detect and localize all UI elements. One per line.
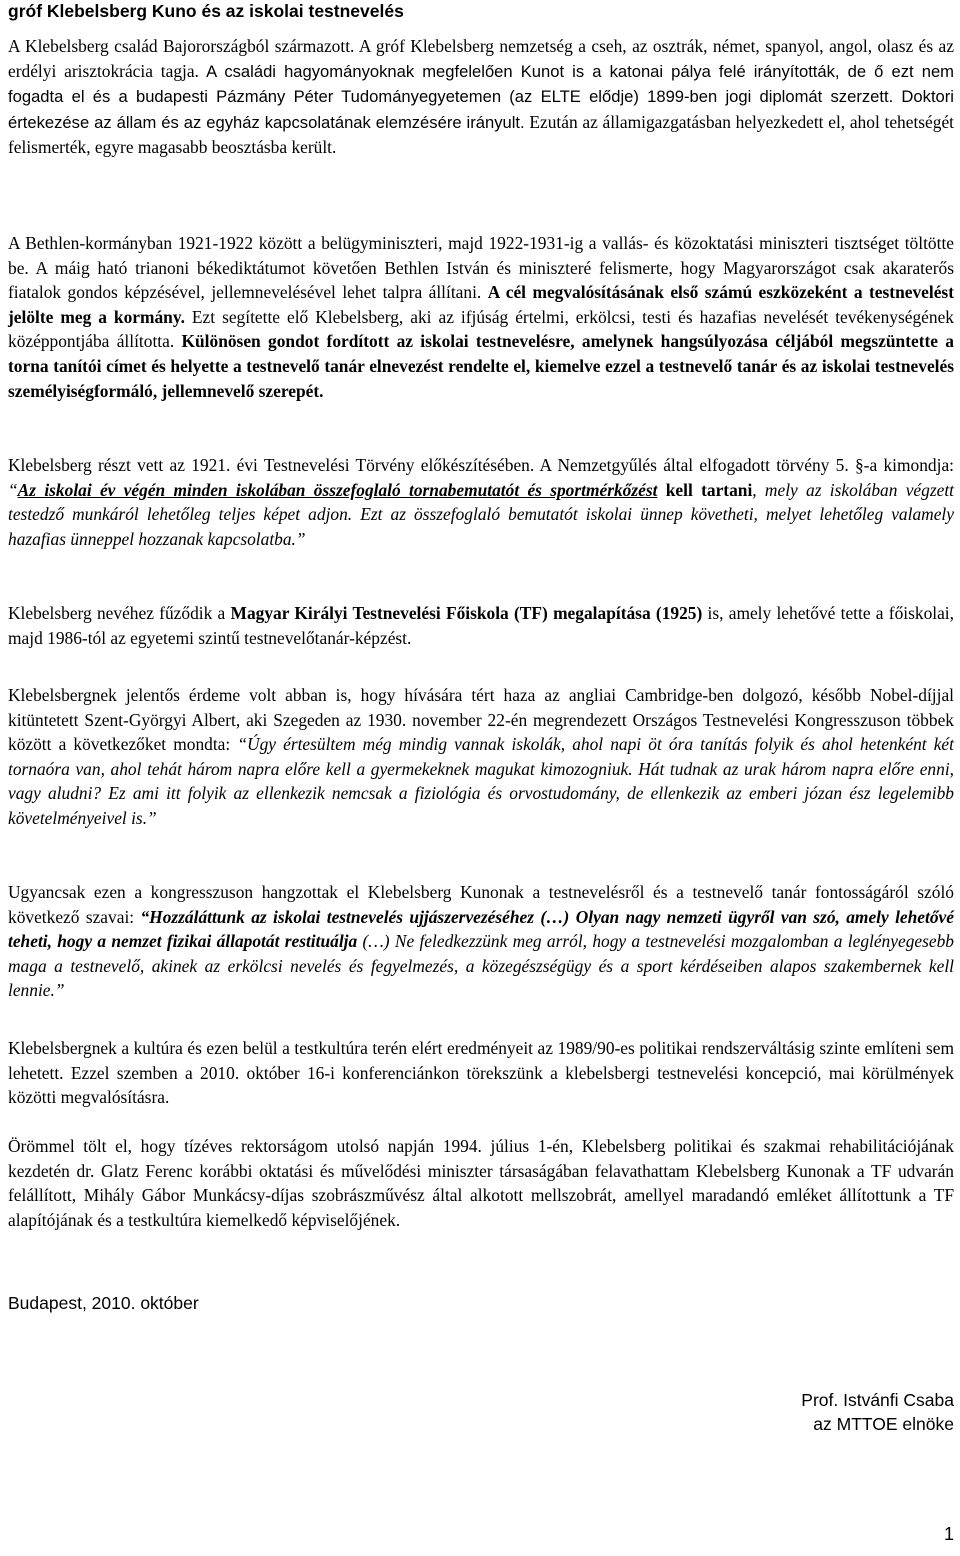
paragraph-origins-sentence-1: A Klebelsberg család Bajorországból származott. A gróf Klebelsberg nemzetség a cseh, az osztrák, német, spanyol, angol, olasz és az erdélyi arisztokrácia tagja.: [8, 36, 954, 81]
paragraph-bethlen-government: [8, 231, 954, 403]
paragraph-bethlen-bold-1: A cél megvalósításának első számú eszközeként a testnevelést jelölte meg a kormány.: [8, 282, 954, 327]
paragraph-congress-quote-bold: “Hozzáláttunk az iskolai testnevelés ujjászervezéséhez (…) Olyan nagy nemzeti ügyről van szó, amely lehetővé teheti, hogy a nemzet fizikai állapotát restituálja: [8, 906, 954, 952]
paragraph-congress-text: Ugyancsak ezen a kongresszuson hangzottak el Klebelsberg Kunonak a testnevelésről és a testnevelő tanár fontosságáról szóló következő szavai:: [8, 882, 954, 927]
signature-name: Prof. Istvánfi Csaba: [801, 1390, 954, 1410]
paragraph-congress: [8, 880, 954, 1003]
paragraph-law-quote-bold: Az iskolai év végén minden iskolában összefoglaló tornabemutatót és sportmérkőzést: [17, 479, 658, 500]
page-number: 1: [943, 1524, 954, 1544]
paragraph-szent-gyorgyi-text: Klebelsbergnek jelentős érdeme volt abban is, hogy hívására tért haza az angliai Cambridge-ben dolgozó, később Nobel-díjjal kitüntetett Szent-Györgyi Albert, aki Szegeden az 1930. november 22-én megrendezett Országos Testnevelési Kongresszuson többek között a következőket mondta:: [8, 685, 954, 755]
signature-block: [801, 1388, 954, 1436]
paragraph-origins-sentence-3: Ezután az államigazgatásban helyezkedett el, ahol tehetségét felismerték, egyre magasabb beosztásba került.: [8, 111, 955, 158]
paragraph-law-text: Klebelsberg részt vett az 1921. évi Testnevelési Törvény előkészítésében. A Nemzetgyűlés által elfogadott törvény 5. §-a kimondja:: [8, 455, 954, 475]
paragraph-law-quote-open: “: [8, 479, 18, 500]
paragraph-regime-change: Klebelsbergnek a kultúra és ezen belül a testkultúra terén elért eredményeit az 1989/90-es politikai rendszerváltásig szinte említeni sem lehetett. Ezzel szemben a 2010. október 16-i konferenciánkon törekszünk a klebelsbergi testnevelési koncepció, mai körülmények közötti megvalósításra.: [8, 1038, 954, 1108]
paragraph-law-quote-rest: , mely az iskolában végzett testedző munkáról lehetőleg teljes képet adjon. Ezt az összefoglaló bemutatót iskolai ünnep követheti, melyet lehetőleg valamely hazafias ünneppel hozzanak kapcsolatba.”: [8, 479, 954, 549]
paragraph-tf-text-1: Klebelsberg nevéhez fűződik a: [8, 603, 231, 623]
paragraph-bethlen-text-2: Ezt segítette elő Klebelsberg, aki az ifjúság értelmi, erkölcsi, testi és hazafias nevelését tevékenységének középpontjába állította.: [8, 306, 954, 352]
paragraph-origins-sentence-2: A családi hagyományoknak megfelelően Kunot is a katonai pálya felé irányították, de ő ezt nem fogadta el és a budapesti Pázmány Péter Tudományegyetemen (az ELTE elődje) 1899-ben jogi diplomát szerzett. Doktori értekezése az állam és az egyház kapcsolatának elemzésére irányult.: [8, 61, 955, 132]
paragraph-szent-gyorgyi: [8, 683, 954, 831]
paragraph-tf-bold: Magyar Királyi Testnevelési Főiskola (TF) megalapítása (1925): [230, 603, 703, 623]
signature-role: az MTTOE elnöke: [813, 1414, 954, 1434]
paragraph-tf-text-2: is, amely lehetővé tette a főiskolai, majd 1986-tól az egyetemi szintű testnevelőtanár-képzést.: [8, 603, 954, 648]
paragraph-1921-law: [8, 453, 954, 551]
paragraph-origins: [8, 34, 954, 160]
paragraph-congress-quote-rest: (…) Ne feledkezzünk meg arról, hogy a testnevelési mozgalomban a leglényegesebb maga a testnevelő, akinek az erkölcsi nevelés és fegyelmezés, a közegészségügy és a sport kérdéseiben alapos szakembernek kell lennie.”: [8, 931, 954, 1001]
paragraph-law-bold: kell tartani: [657, 479, 753, 500]
document-title: gróf Klebelsberg Kuno és az iskolai testnevelés: [8, 1, 404, 21]
paragraph-szent-gyorgyi-quote: “Úgy értesültem még mindig vannak iskolák, ahol napi öt óra tanítás folyik és ahol hetenként két tornaóra van, ahol tehát három napra előre kell a gyermekeknek magukat kimozogniuk. Hát tudnak az urak három napra előre enni, vagy aludni? Ez ami itt folyik az ellenkezik nemcsak a fiziológia és orvostudomány, de ellenkezik az emberi józan ész legelemibb követelményeivel is.”: [8, 734, 954, 828]
closing-date: Budapest, 2010. október: [8, 1293, 199, 1313]
paragraph-rehabilitation: Örömmel tölt el, hogy tízéves rektorságom utolsó napján 1994. július 1-én, Klebelsberg politikai és szakmai rehabilitációjának kezdetén dr. Glatz Ferenc korábbi oktatási és művelődési miniszter társaságában felavathattam Klebelsberg Kunonak a TF udvarán felállított, Mihály Gábor Munkácsy-díjas szobrászművész által alkotott mellszobrát, amellyel maradandó emléket állítottunk a TF alapítójának és a testkultúra kiemelkedő képviselőjének.: [8, 1136, 954, 1230]
paragraph-bethlen-bold-2: Különösen gondot fordított az iskolai testnevelésre, amelynek hangsúlyozása céljából megszüntette a torna tanítói címet és helyette a testnevelő tanár elnevezést rendelte el, kiemelve ezzel a testnevelő tanár és az iskolai testnevelés személyiségformáló, jellemnevelő szerepét.: [8, 331, 954, 401]
paragraph-tf-founding: [8, 601, 954, 650]
paragraph-bethlen-text-1: A Bethlen-kormányban 1921-1922 között a belügyminiszteri, majd 1922-1931-ig a vallás- és közoktatási miniszteri tisztséget töltötte be. A máig ható trianoni békediktátumot követően Bethlen István és miniszteré felismerte, hogy Magyarországot csak akaraterős fiatalok gondos képzésével, jellemnevelésével lehet talpra állítani.: [8, 233, 954, 303]
